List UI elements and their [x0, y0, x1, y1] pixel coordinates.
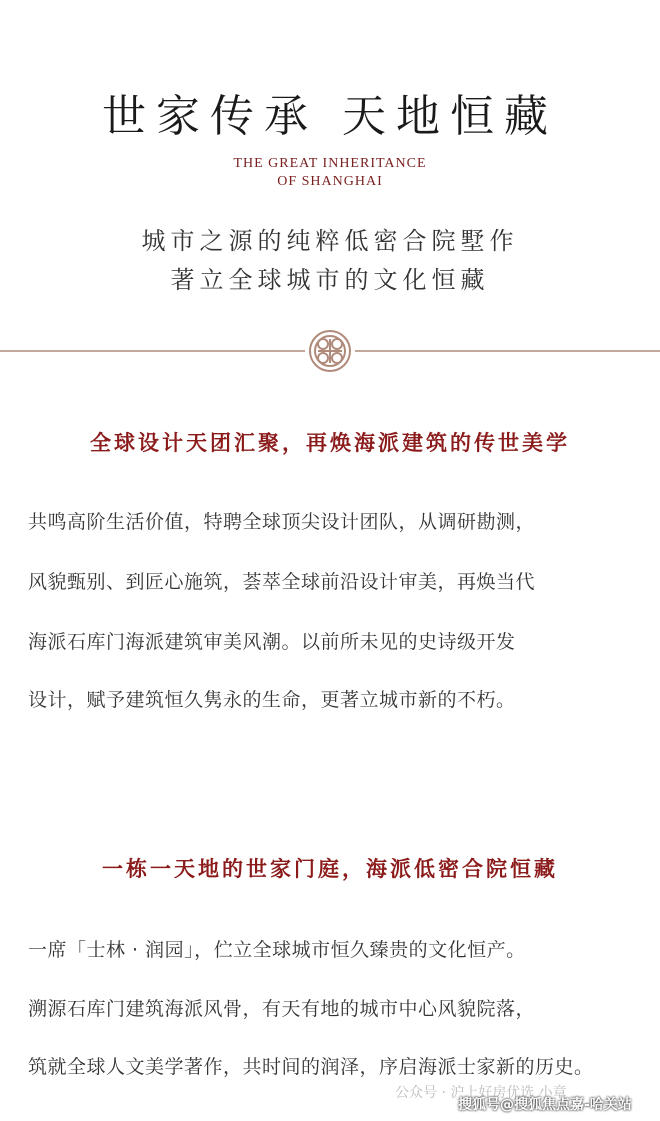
tagline-line-1: 城市之源的纯粹低密合院墅作 [141, 227, 519, 255]
paragraph-line: 海派石库门海派建筑审美风潮。以前所未见的史诗级开发 [28, 631, 516, 653]
page-title: 世家传承 天地恒藏 [102, 91, 558, 142]
paragraph-line: 筑就全球人文美学著作，共时间的润泽，序启海派士家新的历史。 [28, 1056, 594, 1078]
knot-ornament-icon [310, 331, 350, 371]
section-heading-courtyard: 一栋一天地的世家门庭，海派低密合院恒藏 [102, 857, 558, 881]
paragraph-line: 共鸣高阶生活价值，特聘全球顶尖设计团队，从调研勘测， [28, 511, 536, 533]
paragraph-line: 溯源石库门建筑海派风骨，有天有地的城市中心风貌院落， [28, 998, 536, 1020]
section-heading-design: 全球设计天团汇聚，再焕海派建筑的传世美学 [90, 431, 570, 455]
wechat-watermark: 公众号 · 沪上好房优选 小章 [395, 1085, 567, 1101]
english-subtitle-line-2: OF SHANGHAI [277, 174, 383, 189]
ornamental-divider [0, 329, 660, 373]
paragraph-line: 风貌甄别、到匠心施筑，荟萃全球前沿设计审美，再焕当代 [28, 571, 536, 593]
paragraph-line: 一席「士林 · 润园」，伫立全球城市恒久臻贵的文化恒产。 [28, 939, 526, 961]
sohu-watermark: 搜狐号@搜狐焦点嘉-哈关站 [458, 1097, 632, 1113]
tagline-line-2: 著立全球城市的文化恒藏 [170, 266, 490, 294]
paragraph-line: 设计，赋予建筑恒久隽永的生命，更著立城市新的不朽。 [28, 689, 516, 711]
english-subtitle-line-1: THE GREAT INHERITANCE [233, 156, 427, 171]
